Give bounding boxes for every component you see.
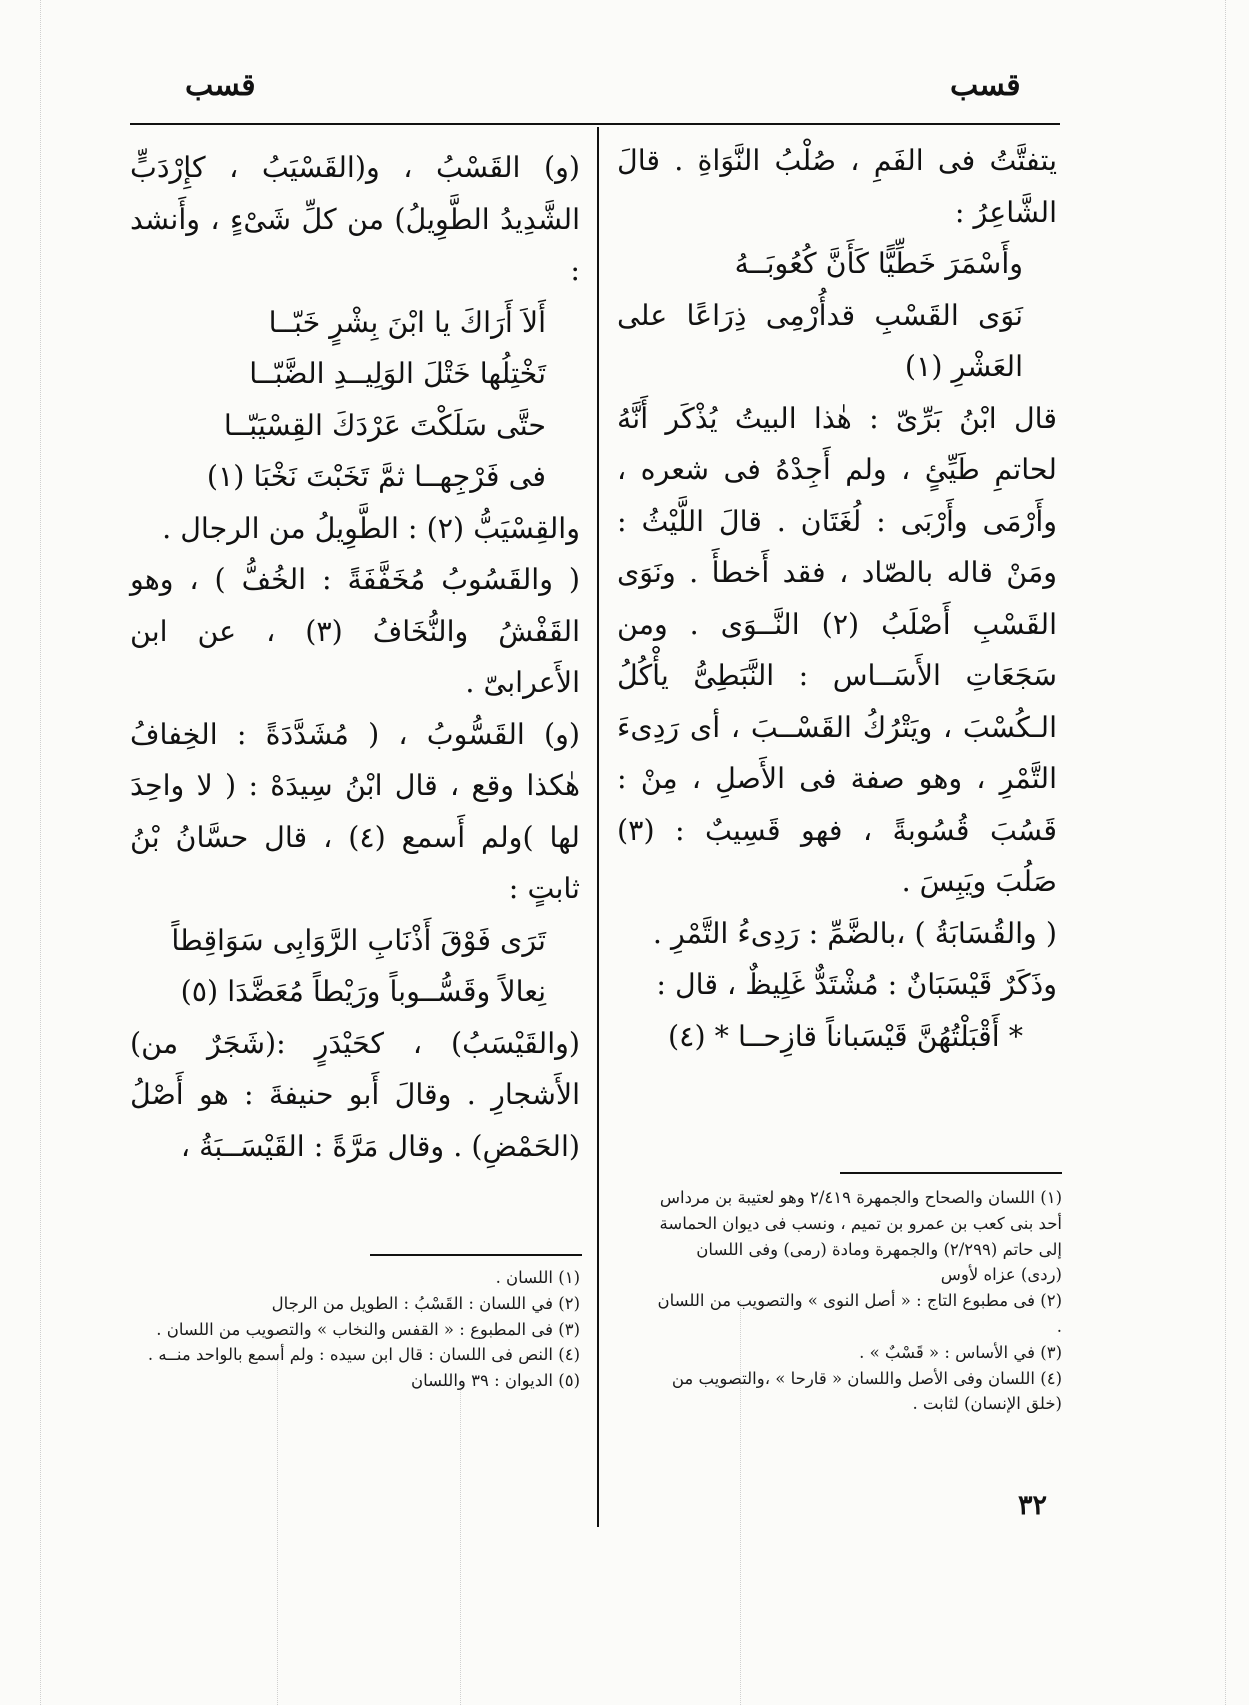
page-number: ٣٢ — [1018, 1490, 1048, 1521]
column-divider — [597, 127, 599, 1527]
verse-line: نِعالاً وقَسُّــوباً ورَيْطاً مُعَضَّدَا (٥) — [180, 975, 546, 1008]
footnote: (٥) الديوان : ٣٩ واللسان — [410, 1371, 580, 1391]
paragraph: (و) القَسْبُ ، و(القَسْيَبُ ، كإِرْدَبٍّ الشَّدِيدُ الطَّوِيلُ) من كلِّ شَىْءٍ ، وأَنشد : — [130, 151, 580, 287]
verse-line: أَلاَ أَرَاكَ يا ابْنَ بِشْرٍ خَبّــا — [268, 305, 546, 339]
verse-line: فى فَرْجِهــا ثمَّ تَخَبْتَ نَخْبَا (١) — [206, 460, 546, 493]
running-head-right: قسب — [950, 68, 1021, 103]
footnote: (٤) النص فى اللسان : قال ابن سيده : ولم أسمع بالواحد منــه . — [147, 1345, 580, 1365]
footnote: (٤) اللسان وفى الأصل واللسان « قارحا » ،والتصويب من (خلق الإنسان) لثابت . — [671, 1368, 1062, 1414]
footnotes-right — [650, 1185, 1062, 1417]
paragraph: وذَكَرٌ قَيْسَبَانٌ : مُشْتَدٌّ غَلِيظٌ ، قال : — [656, 968, 1057, 1001]
right-column — [617, 135, 1057, 1062]
left-column — [130, 142, 580, 1172]
paragraph: (و) القَسُّوبُ ، ( مُشَدَّدَةً : الخِفافُ هٰكذا وقع ، قال ابْنُ سِيدَهْ : ( لا واحِدَ لها )ولم أَسمع (٤) ، قال حسَّانُ بْنُ ثابتٍ : — [130, 717, 580, 905]
scan-dotted-line — [1225, 0, 1226, 1705]
paragraph: ( والقَسُوبُ مُخَفَّفَةً : الخُفُّ ) ، وهو القَفْشُ والنُّخَافُ (٣) ، عن ابن الأَعرابىّ . — [130, 563, 580, 699]
footnote-rule-left — [370, 1254, 582, 1256]
paragraph: يتفتَّتُ فى الفَمِ ، صُلْبُ النَّوَاةِ . قالَ الشَّاعِرُ : — [617, 144, 1057, 229]
verse-line: تَخْتِلُها خَتْلَ الوَلِيــدِ الضَّبّــا — [249, 357, 546, 390]
verse-line: تَرَى فَوْقَ أَذْنَابِ الرَّوَابِى سَوَاقِطاً — [171, 923, 546, 957]
footnote: (٣) فى المطبوع : « القفس والنخاب » والتصويب من اللسان . — [156, 1319, 580, 1339]
scan-dotted-line — [277, 1360, 278, 1705]
running-head-left: قسب — [185, 68, 256, 103]
scan-dotted-line — [460, 1390, 461, 1705]
paragraph: قال ابْنُ بَرِّىّ : هٰذا البيتُ يُذْكَر أَنَّهُ لحاتمِ طَيِّئٍ ، ولم أَجِدْهُ فى شعره ، وأَرْمَى وأَرْبَى : لُغَتَان . قالَ اللَّيْثُ : ومَنْ قاله بالصّاد ، فقد أَخطأَ . ونَوَى القَسْبِ أَصْلَبُ (٢) النَّــوَى . ومن سَجَعَاتِ الأَسَــاس : النَّبَطِىُّ يأْكُلُ الـكُسْبَ ، ويَتْرُكُ القَسْــبَ ، أى رَدِىءَ التَّمْرِ ، وهو صفة فى الأَصلِ ، مِنْ : قَسُبَ قُسُوبةً ، فهو قَسِيبٌ : (٣) صَلُبَ ويَبِسَ . — [617, 401, 1057, 898]
footnote: (١) اللسان . — [495, 1268, 580, 1287]
footnote: (١) اللسان والصحاح والجمهرة ٢/٤١٩ وهو لعتيبة بن مرداس أحد بنى كعب بن عمرو بن تميم ، ونسب فى ديوان الحماسة إلى حاتم (٢/٢٩٩) والجمهرة ومادة (رمى) وفى اللسان (ردى) عزاه لأوس — [659, 1188, 1062, 1285]
paragraph: ( والقُسَابَةُ ) ،بالضَّمِّ : رَدِىءُ التَّمْرِ . — [652, 916, 1057, 950]
footnote: (٢) في اللسان : القَسْبُ : الطويل من الرجال — [271, 1293, 580, 1313]
verse-line: نَوَى القَسْبِ قدأُرْمِى ذِرَاعًا على العَشْرِ (١) — [617, 298, 1023, 383]
verse-line: حتَّى سَلَكْتَ عَرْدَكَ القِسْيَبّــا — [223, 408, 546, 442]
footnote: (٢) فى مطبوع التاج : « أصل النوى » والتصويب من اللسان . — [657, 1291, 1062, 1336]
verse-line: * أَقْبَلْتُهُنَّ قَيْسَباناً قازِحــا * (٤) — [668, 1019, 1023, 1053]
paragraph: (والقَيْسَبُ) ، كحَيْدَرٍ :(شَجَرٌ من) الأَشجارِ . وقالَ أَبو حنيفةَ : هو أَصْلُ (الحَمْضِ) . وقال مَرَّةً : القَيْسَــبَةُ ، — [130, 1026, 580, 1163]
paragraph: والقِسْيَبُّ (٢) : الطَّوِيلُ من الرجال . — [162, 511, 580, 545]
footnote: (٣) في الأساس : « قَسْبٌ » . — [859, 1342, 1062, 1362]
scan-dotted-line — [40, 0, 41, 1705]
verse-line: وأَسْمَرَ خَطِّيًّا كَأَنَّ كُعُوبَــهُ — [734, 247, 1023, 280]
header-rule — [130, 123, 1060, 125]
footnote-rule-right — [840, 1172, 1062, 1174]
footnotes-left — [140, 1265, 580, 1394]
